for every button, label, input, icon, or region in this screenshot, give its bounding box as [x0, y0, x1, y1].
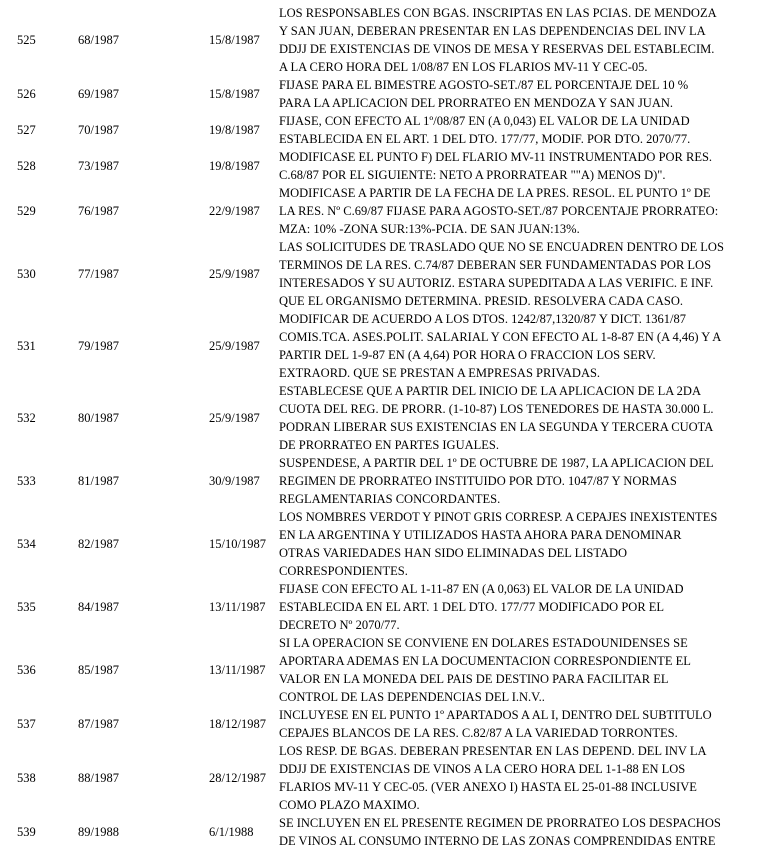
description-line: A LA CERO HORA DEL 1/08/87 EN LOS FLARIOS MV-11 Y CEC-05. — [279, 60, 648, 74]
resolution-date: 13/11/1987 — [209, 663, 266, 677]
resolution-description — [279, 184, 757, 238]
record-number: 539 — [17, 825, 36, 839]
resolution-description — [279, 454, 757, 508]
description-line: Y SAN JUAN, DEBERAN PRESENTAR EN LAS DEPENDENCIAS DEL INV LA — [279, 24, 706, 38]
description-line: LAS SOLICITUDES DE TRASLADO QUE NO SE ENCUADREN DENTRO DE LOS — [279, 240, 724, 254]
record-number: 531 — [17, 339, 36, 353]
resolution-date: 6/1/1988 — [209, 825, 254, 839]
record-number: 526 — [17, 87, 36, 101]
description-line: MZA: 10% -ZONA SUR:13%-PCIA. DE SAN JUAN:13%. — [279, 222, 580, 236]
resolution-number: 88/1987 — [78, 771, 119, 785]
description-line: COMO PLAZO MAXIMO. — [279, 798, 420, 812]
resolution-description — [279, 382, 757, 454]
resolution-number: 69/1987 — [78, 87, 119, 101]
resolution-number: 70/1987 — [78, 123, 119, 137]
record-number: 528 — [17, 159, 36, 173]
resolution-date: 13/11/1987 — [209, 600, 266, 614]
table-row — [0, 814, 757, 850]
record-number: 529 — [17, 204, 36, 218]
description-line: FIJASE, CON EFECTO AL 1º/08/87 EN (A 0,043) EL VALOR DE LA UNIDAD — [279, 114, 690, 128]
record-number: 535 — [17, 600, 36, 614]
resolution-date: 15/10/1987 — [209, 537, 266, 551]
description-line: DE PRORRATEO EN PARTES IGUALES. — [279, 438, 499, 452]
resolution-date: 19/8/1987 — [209, 159, 260, 173]
description-line: ESTABLECESE QUE A PARTIR DEL INICIO DE LA APLICACION DE LA 2DA — [279, 384, 701, 398]
resolution-date: 15/8/1987 — [209, 87, 260, 101]
resolution-number: 80/1987 — [78, 411, 119, 425]
resolution-description — [279, 814, 757, 850]
description-line: PARTIR DEL 1-9-87 EN (A 4,64) POR HORA O FRACCION LOS SERV. — [279, 348, 656, 362]
record-number: 532 — [17, 411, 36, 425]
description-line: DDJJ DE EXISTENCIAS DE VINOS DE MESA Y RESERVAS DEL ESTABLECIM. — [279, 42, 715, 56]
table-row — [0, 148, 757, 184]
description-line: DE VINOS AL CONSUMO INTERNO DE LAS ZONAS COMPRENDIDAS ENTRE — [279, 834, 716, 848]
resolution-number: 81/1987 — [78, 474, 119, 488]
description-line: DDJJ DE EXISTENCIAS DE VINOS A LA CERO HORA DEL 1-1-88 EN LOS — [279, 762, 686, 776]
table-row — [0, 508, 757, 580]
description-line: CEPAJES BLANCOS DE LA RES. C.82/87 A LA VARIEDAD TORRONTES. — [279, 726, 678, 740]
description-line: SUSPENDESE, A PARTIR DEL 1º DE OCTUBRE DE 1987, LA APLICACION DEL — [279, 456, 714, 470]
resolution-date: 18/12/1987 — [209, 717, 266, 731]
resolution-number: 77/1987 — [78, 267, 119, 281]
description-line: FLARIOS MV-11 Y CEC-05. (VER ANEXO I) HASTA EL 25-01-88 INCLUSIVE — [279, 780, 697, 794]
resolution-date: 19/8/1987 — [209, 123, 260, 137]
description-line: LOS RESPONSABLES CON BGAS. INSCRIPTAS EN LAS PCIAS. DE MENDOZA — [279, 6, 717, 20]
description-line: DECRETO Nº 2070/77. — [279, 618, 400, 632]
resolution-description — [279, 4, 757, 76]
record-number: 533 — [17, 474, 36, 488]
resolution-date: 25/9/1987 — [209, 267, 260, 281]
description-line: C.68/87 POR EL SIGUIENTE: NETO A PRORRATEAR ""A) MENOS D)". — [279, 168, 666, 182]
document-page — [0, 4, 757, 851]
table-row — [0, 4, 757, 76]
table-row — [0, 76, 757, 112]
description-line: APORTARA ADEMAS EN LA DOCUMENTACION CORRESPONDIENTE EL — [279, 654, 691, 668]
description-line: COMIS.TCA. ASES.POLIT. SALARIAL Y CON EFECTO AL 1-8-87 EN (A 4,46) Y A — [279, 330, 722, 344]
description-line: CONTROL DE LAS DEPENDENCIAS DEL I.N.V.. — [279, 690, 545, 704]
description-line: OTRAS VARIEDADES HAN SIDO ELIMINADAS DEL LISTADO — [279, 546, 628, 560]
resolution-description — [279, 112, 757, 148]
table-row — [0, 634, 757, 706]
description-line: MODIFICASE A PARTIR DE LA FECHA DE LA PRES. RESOL. EL PUNTO 1º DE — [279, 186, 711, 200]
description-line: LA RES. Nº C.69/87 FIJASE PARA AGOSTO-SET./87 PORCENTAJE PRORRATEO: — [279, 204, 719, 218]
description-line: FIJASE CON EFECTO AL 1-11-87 EN (A 0,063) EL VALOR DE LA UNIDAD — [279, 582, 684, 596]
description-line: FIJASE PARA EL BIMESTRE AGOSTO-SET./87 EL PORCENTAJE DEL 10 % — [279, 78, 689, 92]
record-number: 538 — [17, 771, 36, 785]
description-line: ESTABLECIDA EN EL ART. 1 DEL DTO. 177/77 MODIFICADO POR EL — [279, 600, 665, 614]
resolution-description — [279, 238, 757, 310]
record-number: 534 — [17, 537, 36, 551]
resolution-description — [279, 76, 757, 112]
resolution-number: 87/1987 — [78, 717, 119, 731]
table-row — [0, 580, 757, 634]
resolution-number: 85/1987 — [78, 663, 119, 677]
resolution-description — [279, 634, 757, 706]
description-line: REGIMEN DE PRORRATEO INSTITUIDO POR DTO. 1047/87 Y NORMAS — [279, 474, 677, 488]
description-line: MODIFICASE EL PUNTO F) DEL FLARIO MV-11 INSTRUMENTADO POR RES. — [279, 150, 713, 164]
resolution-number: 89/1988 — [78, 825, 119, 839]
resolution-date: 25/9/1987 — [209, 411, 260, 425]
resolution-number: 76/1987 — [78, 204, 119, 218]
description-line: QUE EL ORGANISMO DETERMINA. PRESID. RESOLVERA CADA CASO. — [279, 294, 683, 308]
description-line: PARA LA APLICACION DEL PRORRATEO EN MENDOZA Y SAN JUAN. — [279, 96, 674, 110]
resolution-date: 22/9/1987 — [209, 204, 260, 218]
table-row — [0, 454, 757, 508]
resolution-date: 28/12/1987 — [209, 771, 266, 785]
description-line: SI LA OPERACION SE CONVIENE EN DOLARES ESTADOUNIDENSES SE — [279, 636, 688, 650]
table-row — [0, 382, 757, 454]
description-line: TERMINOS DE LA RES. C.74/87 DEBERAN SER FUNDAMENTADAS POR LOS — [279, 258, 712, 272]
record-number: 527 — [17, 123, 36, 137]
resolution-date: 25/9/1987 — [209, 339, 260, 353]
description-line: REGLAMENTARIAS CONCORDANTES. — [279, 492, 501, 506]
table-row — [0, 184, 757, 238]
record-number: 530 — [17, 267, 36, 281]
resolution-number: 84/1987 — [78, 600, 119, 614]
record-number: 525 — [17, 33, 36, 47]
description-line: ESTABLECIDA EN EL ART. 1 DEL DTO. 177/77, MODIF. POR DTO. 2070/77. — [279, 132, 691, 146]
resolution-description — [279, 148, 757, 184]
description-line: EXTRAORD. QUE SE PRESTAN A EMPRESAS PRIVADAS. — [279, 366, 601, 380]
resolution-date: 15/8/1987 — [209, 33, 260, 47]
description-line: CUOTA DEL REG. DE PRORR. (1-10-87) LOS TENEDORES DE HASTA 30.000 L. — [279, 402, 714, 416]
description-line: INTERESADOS Y SU AUTORIZ. ESTARA SUPEDITADA A LAS VERIFIC. E INF. — [279, 276, 714, 290]
description-line: VALOR EN LA MONEDA DEL PAIS DE DESTINO PARA FACILITAR EL — [279, 672, 669, 686]
table-row — [0, 238, 757, 310]
description-line: SE INCLUYEN EN EL PRESENTE REGIMEN DE PRORRATEO LOS DESPACHOS — [279, 816, 721, 830]
description-line: EN LA ARGENTINA Y UTILIZADOS HASTA AHORA PARA DENOMINAR — [279, 528, 682, 542]
resolution-date: 30/9/1987 — [209, 474, 260, 488]
resolution-description — [279, 310, 757, 382]
table-row — [0, 112, 757, 148]
description-line: LOS RESP. DE BGAS. DEBERAN PRESENTAR EN LAS DEPEND. DEL INV LA — [279, 744, 707, 758]
records-table-body — [0, 4, 757, 850]
description-line: MODIFICAR DE ACUERDO A LOS DTOS. 1242/87,1320/87 Y DICT. 1361/87 — [279, 312, 686, 326]
table-row — [0, 310, 757, 382]
description-line: CORRESPONDIENTES. — [279, 564, 408, 578]
description-line: LOS NOMBRES VERDOT Y PINOT GRIS CORRESP. A CEPAJES INEXISTENTES — [279, 510, 718, 524]
table-row — [0, 742, 757, 814]
resolution-number: 73/1987 — [78, 159, 119, 173]
record-number: 536 — [17, 663, 36, 677]
record-number: 537 — [17, 717, 36, 731]
resolution-description — [279, 508, 757, 580]
table-row — [0, 706, 757, 742]
resolution-number: 79/1987 — [78, 339, 119, 353]
records-table — [0, 4, 757, 850]
resolution-description — [279, 742, 757, 814]
resolution-description — [279, 580, 757, 634]
resolution-description — [279, 706, 757, 742]
description-line: INCLUYESE EN EL PUNTO 1º APARTADOS A AL I, DENTRO DEL SUBTITULO — [279, 708, 712, 722]
description-line: PODRAN LIBERAR SUS EXISTENCIAS EN LA SEGUNDA Y TERCERA CUOTA — [279, 420, 714, 434]
resolution-number: 82/1987 — [78, 537, 119, 551]
resolution-number: 68/1987 — [78, 33, 119, 47]
